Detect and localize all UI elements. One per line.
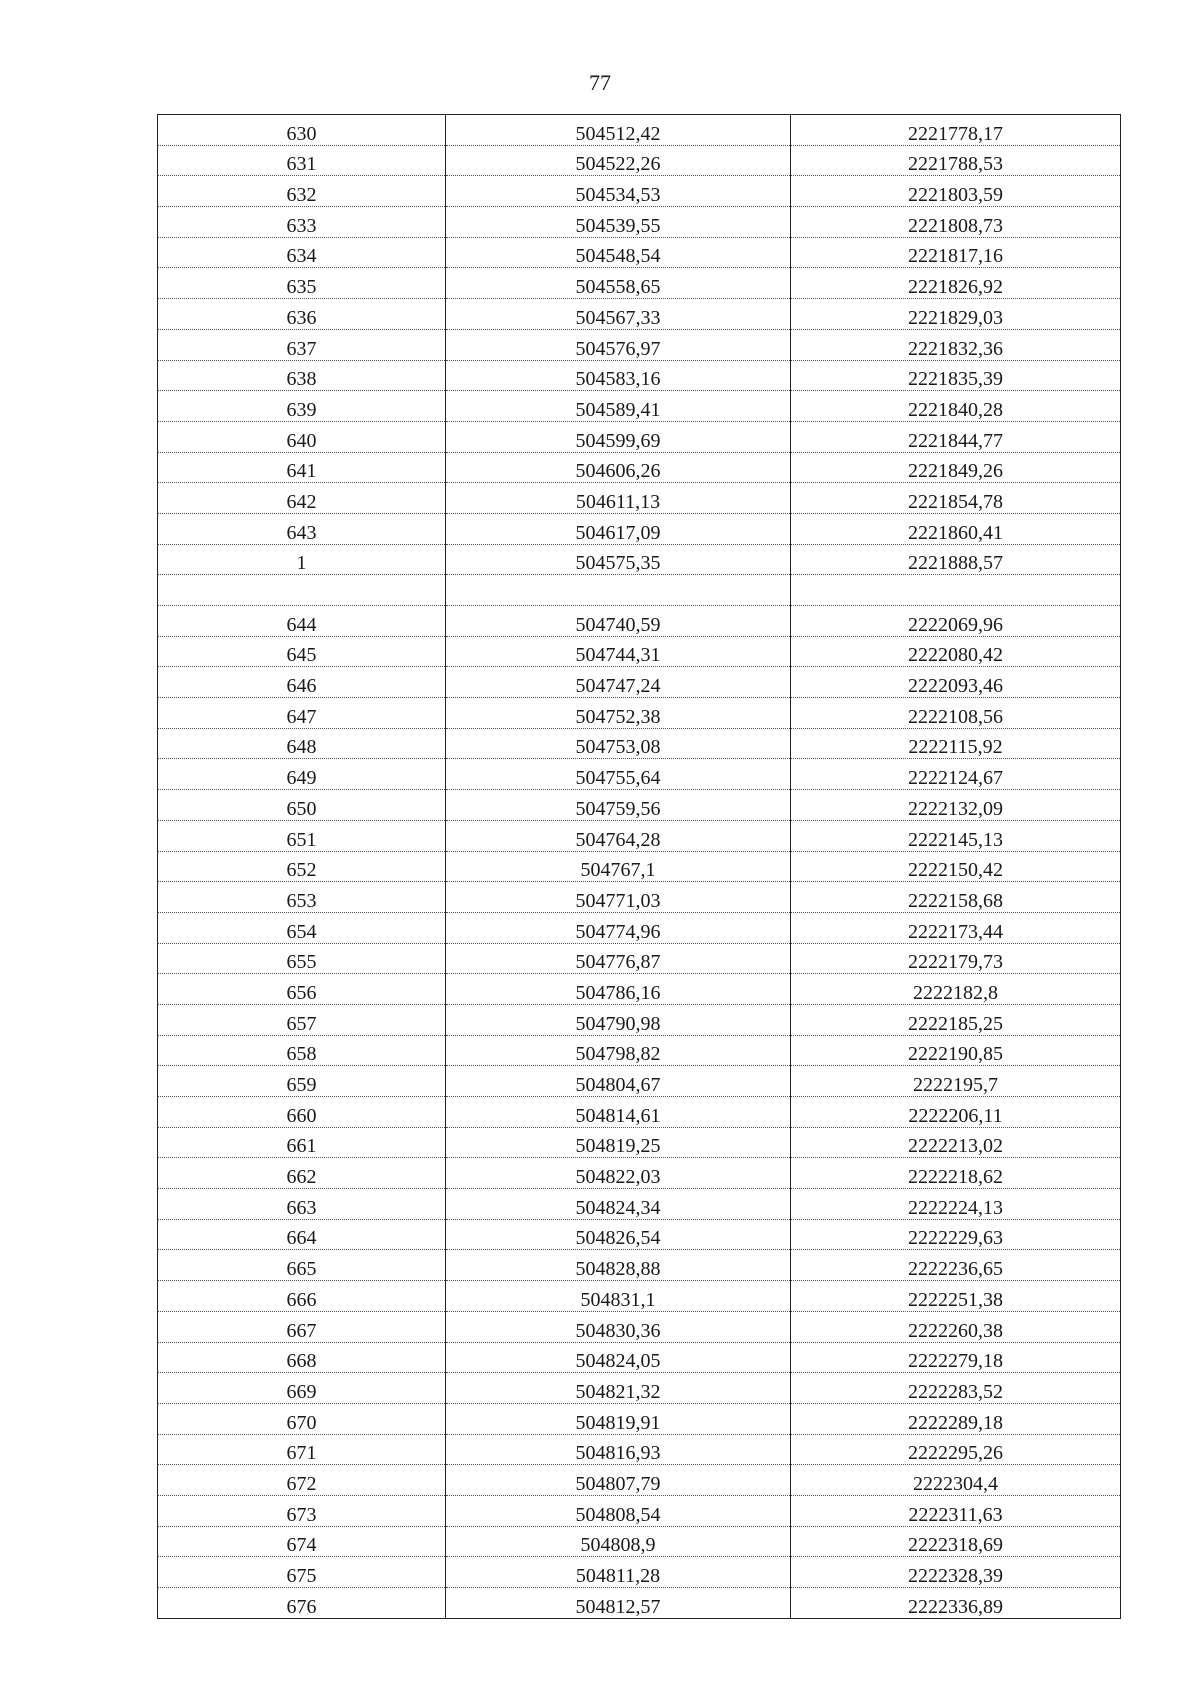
y-coordinate-cell: 2221844,77 <box>791 421 1121 452</box>
table-row <box>158 698 1121 729</box>
y-coordinate-cell: 2222093,46 <box>791 667 1121 698</box>
y-coordinate-cell: 2221788,53 <box>791 145 1121 176</box>
point-number-cell: 665 <box>158 1250 446 1281</box>
x-coordinate-cell: 504786,16 <box>446 974 791 1005</box>
table-row <box>158 912 1121 943</box>
x-coordinate-cell <box>446 575 791 606</box>
y-coordinate-cell: 2222195,7 <box>791 1066 1121 1097</box>
table-row <box>158 1465 1121 1496</box>
x-coordinate-cell: 504814,61 <box>446 1097 791 1128</box>
table-row <box>158 1342 1121 1373</box>
x-coordinate-cell: 504822,03 <box>446 1158 791 1189</box>
table-row <box>158 483 1121 514</box>
table-row <box>158 237 1121 268</box>
x-coordinate-cell: 504819,91 <box>446 1403 791 1434</box>
y-coordinate-cell: 2222108,56 <box>791 698 1121 729</box>
y-coordinate-cell: 2222069,96 <box>791 606 1121 637</box>
x-coordinate-cell: 504798,82 <box>446 1035 791 1066</box>
x-coordinate-cell: 504774,96 <box>446 912 791 943</box>
y-coordinate-cell: 2222150,42 <box>791 851 1121 882</box>
y-coordinate-cell: 2221808,73 <box>791 207 1121 238</box>
point-number-cell: 649 <box>158 759 446 790</box>
y-coordinate-cell: 2222213,02 <box>791 1127 1121 1158</box>
point-number-cell: 653 <box>158 882 446 913</box>
y-coordinate-cell: 2222179,73 <box>791 943 1121 974</box>
table-row <box>158 513 1121 544</box>
point-number-cell: 672 <box>158 1465 446 1496</box>
table-row <box>158 452 1121 483</box>
x-coordinate-cell: 504812,57 <box>446 1588 791 1619</box>
y-coordinate-cell: 2222311,63 <box>791 1495 1121 1526</box>
x-coordinate-cell: 504589,41 <box>446 391 791 422</box>
y-coordinate-cell: 2222251,38 <box>791 1281 1121 1312</box>
x-coordinate-cell: 504617,09 <box>446 513 791 544</box>
x-coordinate-cell: 504831,1 <box>446 1281 791 1312</box>
y-coordinate-cell: 2222229,63 <box>791 1219 1121 1250</box>
y-coordinate-cell: 2222132,09 <box>791 790 1121 821</box>
x-coordinate-cell: 504804,67 <box>446 1066 791 1097</box>
y-coordinate-cell: 2222145,13 <box>791 820 1121 851</box>
x-coordinate-cell: 504790,98 <box>446 1004 791 1035</box>
table-row <box>158 636 1121 667</box>
table-row <box>158 728 1121 759</box>
table-row <box>158 1250 1121 1281</box>
y-coordinate-cell: 2222173,44 <box>791 912 1121 943</box>
point-number-cell: 676 <box>158 1588 446 1619</box>
x-coordinate-cell: 504828,88 <box>446 1250 791 1281</box>
table-row <box>158 207 1121 238</box>
point-number-cell: 660 <box>158 1097 446 1128</box>
table-row <box>158 974 1121 1005</box>
x-coordinate-cell: 504808,54 <box>446 1495 791 1526</box>
point-number-cell: 671 <box>158 1434 446 1465</box>
y-coordinate-cell: 2221849,26 <box>791 452 1121 483</box>
point-number-cell: 661 <box>158 1127 446 1158</box>
x-coordinate-cell: 504819,25 <box>446 1127 791 1158</box>
x-coordinate-cell: 504767,1 <box>446 851 791 882</box>
point-number-cell: 1 <box>158 544 446 575</box>
table-row <box>158 1066 1121 1097</box>
point-number-cell: 637 <box>158 329 446 360</box>
point-number-cell: 675 <box>158 1557 446 1588</box>
point-number-cell: 631 <box>158 145 446 176</box>
point-number-cell: 635 <box>158 268 446 299</box>
point-number-cell: 630 <box>158 115 446 146</box>
point-number-cell: 654 <box>158 912 446 943</box>
point-number-cell: 670 <box>158 1403 446 1434</box>
point-number-cell: 633 <box>158 207 446 238</box>
point-number-cell: 651 <box>158 820 446 851</box>
y-coordinate-cell <box>791 575 1121 606</box>
point-number-cell <box>158 575 446 606</box>
table-row <box>158 268 1121 299</box>
point-number-cell: 644 <box>158 606 446 637</box>
point-number-cell: 658 <box>158 1035 446 1066</box>
table-row <box>158 421 1121 452</box>
table-row <box>158 1035 1121 1066</box>
point-number-cell: 634 <box>158 237 446 268</box>
point-number-cell: 666 <box>158 1281 446 1312</box>
x-coordinate-cell: 504599,69 <box>446 421 791 452</box>
x-coordinate-cell: 504759,56 <box>446 790 791 821</box>
y-coordinate-cell: 2222295,26 <box>791 1434 1121 1465</box>
y-coordinate-cell: 2222124,67 <box>791 759 1121 790</box>
table-row <box>158 1588 1121 1619</box>
table-row <box>158 667 1121 698</box>
y-coordinate-cell: 2221778,17 <box>791 115 1121 146</box>
x-coordinate-cell: 504548,54 <box>446 237 791 268</box>
x-coordinate-cell: 504512,42 <box>446 115 791 146</box>
table-row <box>158 606 1121 637</box>
table-row <box>158 391 1121 422</box>
point-number-cell: 642 <box>158 483 446 514</box>
point-number-cell: 657 <box>158 1004 446 1035</box>
x-coordinate-cell: 504811,28 <box>446 1557 791 1588</box>
x-coordinate-cell: 504771,03 <box>446 882 791 913</box>
table-row <box>158 299 1121 330</box>
x-coordinate-cell: 504747,24 <box>446 667 791 698</box>
point-number-cell: 648 <box>158 728 446 759</box>
y-coordinate-cell: 2221860,41 <box>791 513 1121 544</box>
table-row <box>158 1127 1121 1158</box>
y-coordinate-cell: 2222260,38 <box>791 1311 1121 1342</box>
y-coordinate-cell: 2222115,92 <box>791 728 1121 759</box>
x-coordinate-cell: 504816,93 <box>446 1434 791 1465</box>
point-number-cell: 640 <box>158 421 446 452</box>
y-coordinate-cell: 2221829,03 <box>791 299 1121 330</box>
y-coordinate-cell: 2222218,62 <box>791 1158 1121 1189</box>
x-coordinate-cell: 504558,65 <box>446 268 791 299</box>
y-coordinate-cell: 2221832,36 <box>791 329 1121 360</box>
point-number-cell: 638 <box>158 360 446 391</box>
table-row <box>158 1004 1121 1035</box>
y-coordinate-cell: 2221817,16 <box>791 237 1121 268</box>
y-coordinate-cell: 2222318,69 <box>791 1526 1121 1557</box>
x-coordinate-cell: 504606,26 <box>446 452 791 483</box>
x-coordinate-cell: 504753,08 <box>446 728 791 759</box>
y-coordinate-cell: 2222236,65 <box>791 1250 1121 1281</box>
table-row <box>158 882 1121 913</box>
table-row <box>158 790 1121 821</box>
y-coordinate-cell: 2221803,59 <box>791 176 1121 207</box>
table-row <box>158 1219 1121 1250</box>
point-number-cell: 674 <box>158 1526 446 1557</box>
table-row <box>158 820 1121 851</box>
point-number-cell: 667 <box>158 1311 446 1342</box>
table-row <box>158 360 1121 391</box>
x-coordinate-cell: 504522,26 <box>446 145 791 176</box>
table-row <box>158 1557 1121 1588</box>
table-row <box>158 1097 1121 1128</box>
y-coordinate-cell: 2222289,18 <box>791 1403 1121 1434</box>
y-coordinate-cell: 2222182,8 <box>791 974 1121 1005</box>
point-number-cell: 655 <box>158 943 446 974</box>
y-coordinate-cell: 2222283,52 <box>791 1373 1121 1404</box>
x-coordinate-cell: 504776,87 <box>446 943 791 974</box>
x-coordinate-cell: 504539,55 <box>446 207 791 238</box>
x-coordinate-cell: 504576,97 <box>446 329 791 360</box>
table-row <box>158 1281 1121 1312</box>
y-coordinate-cell: 2221835,39 <box>791 360 1121 391</box>
x-coordinate-cell: 504575,35 <box>446 544 791 575</box>
y-coordinate-cell: 2221888,57 <box>791 544 1121 575</box>
y-coordinate-cell: 2222185,25 <box>791 1004 1121 1035</box>
table-row <box>158 1495 1121 1526</box>
x-coordinate-cell: 504824,05 <box>446 1342 791 1373</box>
table-row <box>158 1373 1121 1404</box>
point-number-cell: 652 <box>158 851 446 882</box>
point-number-cell: 656 <box>158 974 446 1005</box>
point-number-cell: 641 <box>158 452 446 483</box>
coordinates-table-body <box>158 115 1121 1619</box>
x-coordinate-cell: 504830,36 <box>446 1311 791 1342</box>
point-number-cell: 659 <box>158 1066 446 1097</box>
table-row <box>158 145 1121 176</box>
table-row <box>158 943 1121 974</box>
x-coordinate-cell: 504824,34 <box>446 1189 791 1220</box>
x-coordinate-cell: 504534,53 <box>446 176 791 207</box>
point-number-cell: 673 <box>158 1495 446 1526</box>
y-coordinate-cell: 2222304,4 <box>791 1465 1121 1496</box>
point-number-cell: 669 <box>158 1373 446 1404</box>
y-coordinate-cell: 2221840,28 <box>791 391 1121 422</box>
x-coordinate-cell: 504821,32 <box>446 1373 791 1404</box>
point-number-cell: 647 <box>158 698 446 729</box>
x-coordinate-cell: 504567,33 <box>446 299 791 330</box>
point-number-cell: 664 <box>158 1219 446 1250</box>
x-coordinate-cell: 504744,31 <box>446 636 791 667</box>
y-coordinate-cell: 2222224,13 <box>791 1189 1121 1220</box>
table-row <box>158 1158 1121 1189</box>
table-row <box>158 115 1121 146</box>
point-number-cell: 645 <box>158 636 446 667</box>
x-coordinate-cell: 504740,59 <box>446 606 791 637</box>
x-coordinate-cell: 504583,16 <box>446 360 791 391</box>
y-coordinate-cell: 2222279,18 <box>791 1342 1121 1373</box>
point-number-cell: 663 <box>158 1189 446 1220</box>
x-coordinate-cell: 504764,28 <box>446 820 791 851</box>
table-row <box>158 851 1121 882</box>
coordinates-table <box>157 114 1121 1619</box>
y-coordinate-cell: 2222206,11 <box>791 1097 1121 1128</box>
page-number: 77 <box>589 70 611 95</box>
y-coordinate-cell: 2222190,85 <box>791 1035 1121 1066</box>
y-coordinate-cell: 2222328,39 <box>791 1557 1121 1588</box>
point-number-cell: 639 <box>158 391 446 422</box>
x-coordinate-cell: 504752,38 <box>446 698 791 729</box>
table-row <box>158 176 1121 207</box>
table-row <box>158 1434 1121 1465</box>
table-row <box>158 544 1121 575</box>
point-number-cell: 662 <box>158 1158 446 1189</box>
y-coordinate-cell: 2221826,92 <box>791 268 1121 299</box>
point-number-cell: 643 <box>158 513 446 544</box>
y-coordinate-cell: 2222336,89 <box>791 1588 1121 1619</box>
y-coordinate-cell: 2222158,68 <box>791 882 1121 913</box>
table-row <box>158 1189 1121 1220</box>
point-number-cell: 632 <box>158 176 446 207</box>
table-row <box>158 759 1121 790</box>
point-number-cell: 646 <box>158 667 446 698</box>
point-number-cell: 668 <box>158 1342 446 1373</box>
x-coordinate-cell: 504807,79 <box>446 1465 791 1496</box>
table-row <box>158 1403 1121 1434</box>
y-coordinate-cell: 2221854,78 <box>791 483 1121 514</box>
point-number-cell: 650 <box>158 790 446 821</box>
table-row <box>158 329 1121 360</box>
x-coordinate-cell: 504611,13 <box>446 483 791 514</box>
table-row <box>158 1311 1121 1342</box>
x-coordinate-cell: 504808,9 <box>446 1526 791 1557</box>
y-coordinate-cell: 2222080,42 <box>791 636 1121 667</box>
x-coordinate-cell: 504826,54 <box>446 1219 791 1250</box>
point-number-cell: 636 <box>158 299 446 330</box>
table-row <box>158 575 1121 606</box>
x-coordinate-cell: 504755,64 <box>446 759 791 790</box>
table-row <box>158 1526 1121 1557</box>
